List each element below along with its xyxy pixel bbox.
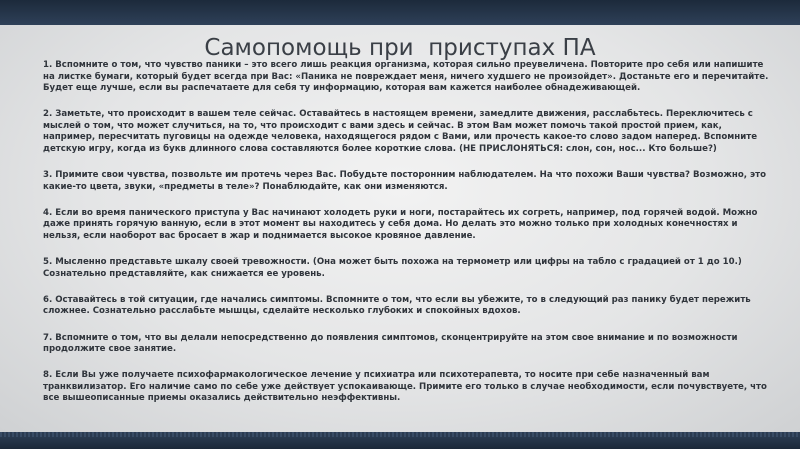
tip-7: 7. Вспомните о том, что вы делали непосредственно до появления симптомов, сконцентрируйте на этом свое внимание и по возможности продолжите свое занятие.	[43, 332, 738, 355]
tip-8: 8. Если Вы уже получаете психофармакологическое лечение у психиатра или психотерапевта, то носите при себе назначенный вам транквилизатор. Его наличие само по себе уже действует успокаивающе. Примите его только в случае необходимости, если почувствуете, что все вышеописанные приемы оказались действительно неэффективны.	[43, 370, 767, 404]
slide	[0, 25, 800, 432]
tip-3: 3. Примите свои чувства, позвольте им протечь через Вас. Побудьте посторонним наблюдателем. На что похожи Ваши чувства? Возможно, это какие-то цвета, звуки, «предметы в теле»? Понаблюдайте, как они изменяются.	[43, 170, 767, 192]
tip-1: 1. Вспомните о том, что чувство паники – это всего лишь реакция организма, которая сильно преувеличена. Повторите про себя или напишите на листке бумаги, который будет всегда при Вас: «Паника не повреждает меня, ничего худшего не произойдет». Достаньте его и перечитайте. Будет еще лучше, если вы распечатаете для себя ту информацию, которая вам кажется наиболее обнадеживающей.	[43, 60, 769, 94]
slide-body	[43, 60, 773, 419]
tip-6: 6. Оставайтесь в той ситуации, где начались симптомы. Вспомните о том, что если вы убежите, то в следующий раз панику будет пережить сложнее. Сознательно расслабьте мышцы, сделайте несколько глубоких и спокойных вдохов.	[43, 294, 751, 317]
tip-2: 2. Заметьте, что происходит в вашем теле сейчас. Оставайтесь в настоящем времени, замедлите движения, расслабьтесь. Переключитесь с мыслей о том, что может случиться, на то, что происходит с вами здесь и сейчас. В этом Вам может помочь такой простой прием, как, например, пересчитать пуговицы на одежде человека, находящегося рядом с Вами, или прочесть какое-то слово задом наперед. Вспомните детскую игру, когда из букв длинного слова составляются более короткие слова. (НЕ ПРИСЛОНЯТЬСЯ: слон, сон, нос... Кто больше?)	[43, 109, 758, 155]
slide-title: Самопомощь при приступах ПА	[204, 35, 596, 61]
top-band	[0, 0, 800, 25]
tip-5: 5. Мысленно представьте шкалу своей тревожности. (Она может быть похожа на термометр или цифры на табло с градацией от 1 до 10.) Сознательно представляйте, как снижается ее уровень.	[43, 257, 742, 279]
tip-4: 4. Если во время панического приступа у Вас начинают холодеть руки и ноги, постарайтесь их согреть, например, под горячей водой. Можно даже принять горячую ванную, если в этот момент вы находитесь у себя дома. Но делать это можно только при холодных конечностях и нельзя, если наоборот вас бросает в жар и поднимается высокое кровяное давление.	[43, 207, 758, 242]
bottom-strip	[0, 432, 800, 437]
